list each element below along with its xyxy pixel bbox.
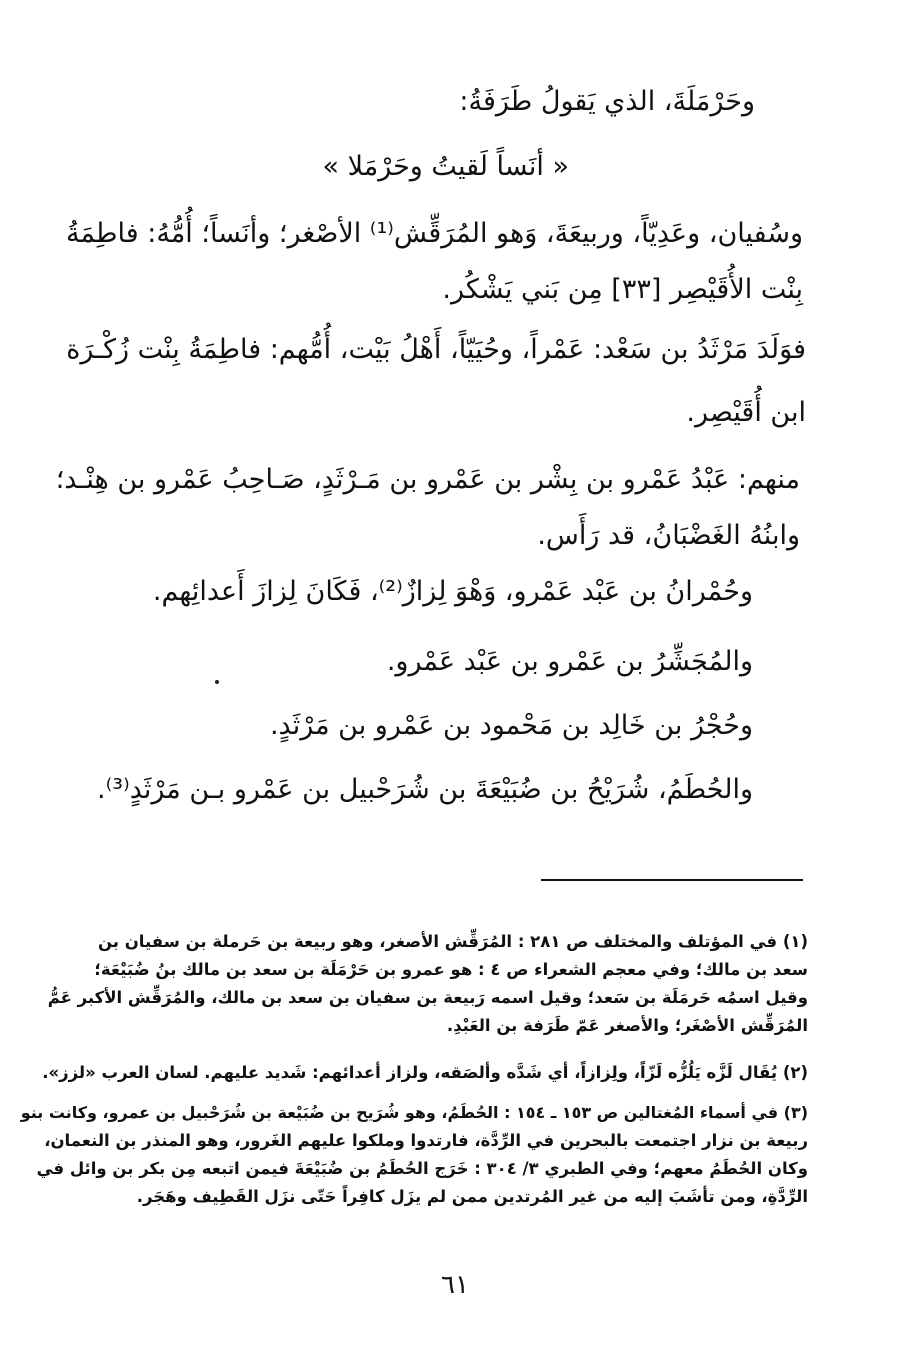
body-line: وحَرْمَلَةَ، الذي يَقولُ طَرَفَةُ: bbox=[459, 86, 755, 117]
footnote-line: سعد بن مالك؛ وفي معجم الشعراء ص ٤ : هو عمرو بن حَرْمَلَة بن سعد بن مالك بنُ ضُبَيْعَة؛ bbox=[94, 960, 808, 979]
stray-dot bbox=[215, 680, 219, 684]
body-line: وسُفيان، وعَدِيّاً، وربيعَةَ، وَهو المُرَقِّش⁽¹⁾ الأصْغر؛ وأنَساً؛ أُمُّهُ: فاطِمَةُ bbox=[65, 218, 803, 249]
body-line: فوَلَدَ مَرْثَدُ بن سَعْد: عَمْراً، وحُيَيّاً، أَهْلُ بَيْت، أُمُّهم: فاطِمَةُ بِنْت زُكْـرَة bbox=[66, 334, 806, 365]
footnote-line: وقيل اسمُه حَرمَلَة بن سَعد؛ وقيل اسمه رَبيعة بن سفيان بن سعد بن مالك، والمُرَقِّش الأكبر عَمُّ bbox=[47, 988, 808, 1007]
footnote-line: (١) في المؤتلف والمختلف ص ٢٨١ : المُرَقِّش الأصغر، وهو ربيعة بن حَرملة بن سفيان بن bbox=[97, 932, 808, 951]
body-line: والمُجَشِّرُ بن عَمْرو بن عَبْد عَمْرو. bbox=[386, 646, 753, 677]
footnote-line: ربيعة بن نزار اجتمعت بالبحرين في الرِّدَّة، فارتدوا وملكوا عليهم الغَرور، وهو المنذر بن النعمان، bbox=[44, 1131, 808, 1150]
body-line: وحُجْرُ بن خَالِد بن مَحْمود بن عَمْرو بن مَرْثَدٍ. bbox=[269, 710, 753, 741]
footnote-separator bbox=[541, 879, 803, 881]
verse-quote: « أنَساً لَقيتُ وحَرْمَلا » bbox=[322, 151, 569, 182]
body-line: والحُطَمُ، شُرَيْحُ بن ضُبَيْعَةَ بن شُرَحْبيل بن عَمْرو بـن مَرْثَدٍ⁽³⁾. bbox=[97, 774, 753, 805]
body-line: بِنْت الأُقَيْصِر [٣٣] مِن بَني يَشْكُر. bbox=[442, 274, 803, 305]
footnote-line: الرِّدَّةِ، ومن تأشَبَ إليه من غير المُرتدين ممن لم يزَل كافِراً حَتّى نزَل القَطِيف وهَجَر. bbox=[136, 1187, 808, 1206]
body-line: وابنُهُ الغَضْبَانُ، قد رَأَس. bbox=[537, 520, 800, 551]
footnote-line: (٢) يُقَال لَزَّه يَلُزُّه لَزّاً، ولِزازاً، أي شَدَّه وألصَقه، ولزاز أعدائهم: شَديد عليهم. لسان العرب «لزز». bbox=[42, 1063, 808, 1082]
footnote-line: وكان الحُطَمُ معهم؛ وفي الطبري ٣/ ٣٠٤ : خَرَج الحُطَمُ بن ضُبَيْعَةَ فيمن اتبعه مِن بكر بن وائل في bbox=[36, 1159, 808, 1178]
footnote-line: (٣) في أسماء المُغتالين ص ١٥٣ ـ ١٥٤ : الحُطَمُ، وهو شُرَيح بن ضُبَيْعة بن شُرَحْبيل بن عمرو، وكانت بنو bbox=[20, 1103, 808, 1122]
body-line: ابن أُقَيْصِر. bbox=[686, 397, 806, 428]
page-number: ٦١ bbox=[441, 1270, 469, 1300]
body-line: منهم: عَبْدُ عَمْرو بن بِشْر بن عَمْرو بن مَـرْثَدٍ، صَـاحِبُ عَمْرو بن هِنْـد؛ bbox=[55, 464, 800, 495]
footnote-line: المُرَقِّش الأصْغَر؛ والأصغر عَمّ طَرَفة بن العَبْدِ. bbox=[446, 1016, 808, 1035]
body-line: وحُمْرانُ بن عَبْد عَمْرو، وَهْوَ لِزازٌ⁽²⁾، فَكَانَ لِزازَ أَعدائِهم. bbox=[152, 576, 753, 607]
